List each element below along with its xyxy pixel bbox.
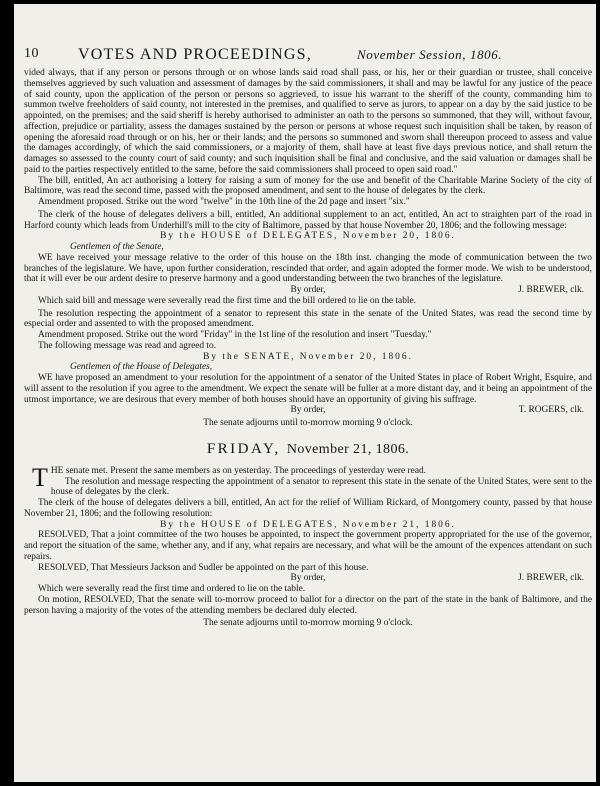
paragraph: vided always, that if any person or persons through or on whose lands said road shall pass, or his, her or their guardian or trustee, shall conceive themselves aggrieved by such valuation and assessment of damages by the said commissioners, it shall and may be lawful for any justice of the peace of said county, upon the application of the person or persons so aggrieved, to issue his warrant to the sheriff of the county, commanding him to summon twelve freeholders of said county, not interested in the premises, and qualified to serve as jurors, to appear on a day by the said justice to be appointed, on the premises; and the said sheriff is hereby authorised to administer an oath to the persons so summoned, that they will, without favour, affection, prejudice or partiality, assess the damages sustained by the person or persons at whose request such inquisition shall be taken, by reason of opening the aforesaid road through or on his, her or their lands; and the persons so summoned and sworn shall thereupon proceed to assess and value the damages accordingly, of which the said commissioners, or a majority of them, shall have at least five days previous notice, and shall return the damages so assessed to the county court of said county; and such inquisition shall be final and conclusive, and the said valuation or damages shall be paid to the parties respectively entitled to the same, before the said commissioners shall proceed to open said road." (24, 68, 592, 175)
by-order: By order, (290, 285, 326, 295)
header-session: November Session, 1806. (357, 47, 503, 62)
paragraph: The resolution respecting the appointment of a senator to represent this state in the senate of the United States, was read the second time by especial order and assented to with the proposed amendment. (24, 308, 592, 330)
paragraph: Amendment proposed. Strike out the word "Friday" in the 1st line of the resolution and insert "Tuesday." (38, 330, 432, 340)
drop-cap: T (32, 462, 48, 492)
message-body: WE have proposed an amendment to your resolution for the appointment of a senator of the United States in place of Robert Wright, Esquire, and will assent to the resolution if you agree to the amendment. We expect the senate will be fuller at a more distant day, and it being an appointment of the utmost importance, we are desirous that every member of both houses should have an opportunity of giving his suffrage. (24, 373, 592, 405)
paragraph: Which were severally read the first time and ordered to lie on the table. (38, 584, 306, 594)
dateline: By the HOUSE of DELEGATES, November 21, 1806. (160, 519, 456, 530)
adjournment: The senate adjourns until to-morrow morning 9 o'clock. (203, 618, 413, 629)
paragraph: The clerk of the house of delegates delivers a bill, entitled, An additional supplement to an act, entitled, An act to straighten part of the road in Harford county which leads from Underhill's mill to the city of Baltimore, passed by that house November 20, 1806; and the following message: (24, 209, 592, 231)
resolution: RESOLVED, That a joint committee of the two houses be appointed, to inspect the government property appropriated for the use of the governor, and report the situation of the same, whether any, and if any, what repairs are necessary, and what will be the amount of the expences attendant on such repairs. (24, 530, 592, 562)
resolution: RESOLVED, That Messieurs Jackson and Sudler be appointed on the part of this house. (38, 562, 369, 573)
by-order: By order, (290, 405, 326, 416)
paragraph: The following message was read and agreed to. (38, 340, 217, 351)
day-name: FRIDAY, (206, 440, 281, 457)
dateline: By the SENATE, November 20, 1806. (203, 351, 413, 362)
paragraph-text: HE senate met. Present the same members as on yesterday. The proceedings of yesterday were read. (50, 465, 427, 476)
by-order: By order, (290, 573, 326, 584)
dateline: By the HOUSE of DELEGATES, November 20, 1806. (160, 231, 456, 242)
paragraph: The resolution and message respecting the appointment of a senator to represent this state in the senate of the United States, were sent to the house of delegates by the clerk. (50, 476, 592, 498)
day-heading (24, 439, 592, 460)
salutation: Gentlemen of the Senate, (70, 242, 164, 252)
paragraph: Which said bill and message were severally read the first time and the bill ordered to lie on the table. (38, 295, 416, 306)
header-title: VOTES AND PROCEEDINGS, (78, 46, 312, 63)
document-page (14, 4, 596, 782)
paragraph: Amendment proposed. Strike out the word "twelve" in the 10th line of the 2d page and insert "six." (38, 197, 410, 207)
paragraph: The bill, entitled, An act authorising a lottery for raising a sum of money for the use and benefit of the Charitable Marine Society of the city of Baltimore, was read the second time, passed with the proposed amendment, and sent to the house of delegates by the clerk. (24, 175, 592, 197)
document-body (24, 68, 592, 629)
adjournment: The senate adjourns until to-morrow morning 9 o'clock. (203, 418, 413, 428)
salutation: Gentlemen of the House of Delegates, (70, 362, 213, 373)
signature: J. BREWER, clk. (518, 285, 584, 295)
page-number: 10 (24, 46, 39, 61)
paragraph: On motion, RESOLVED, That the senate will to-morrow proceed to ballot for a director on the part of the state in the bank of Baltimore, and the person having a majority of the votes of the attending members be declared duly elected. (24, 594, 592, 616)
paragraph: The clerk of the house of delegates delivers a bill, entitled, An act for the relief of William Rickard, of Montgomery county, passed by that house November 21, 1806; and the following resolution: (24, 498, 592, 519)
message-body: WE have received your message relative to the order of this house on the 18th inst. changing the mode of communication between the two branches of the legislature. We have, upon further consideration, rescinded that order, and again adopted the former mode. We wish to be understood, that it will ever be our ardent desire to preserve harmony and a good understanding between the two branches of the legislature. (24, 252, 592, 285)
signature: J. BREWER, clk. (518, 573, 584, 584)
day-date: November 21, 1806. (286, 441, 410, 457)
signature: T. ROGERS, clk. (518, 405, 584, 416)
